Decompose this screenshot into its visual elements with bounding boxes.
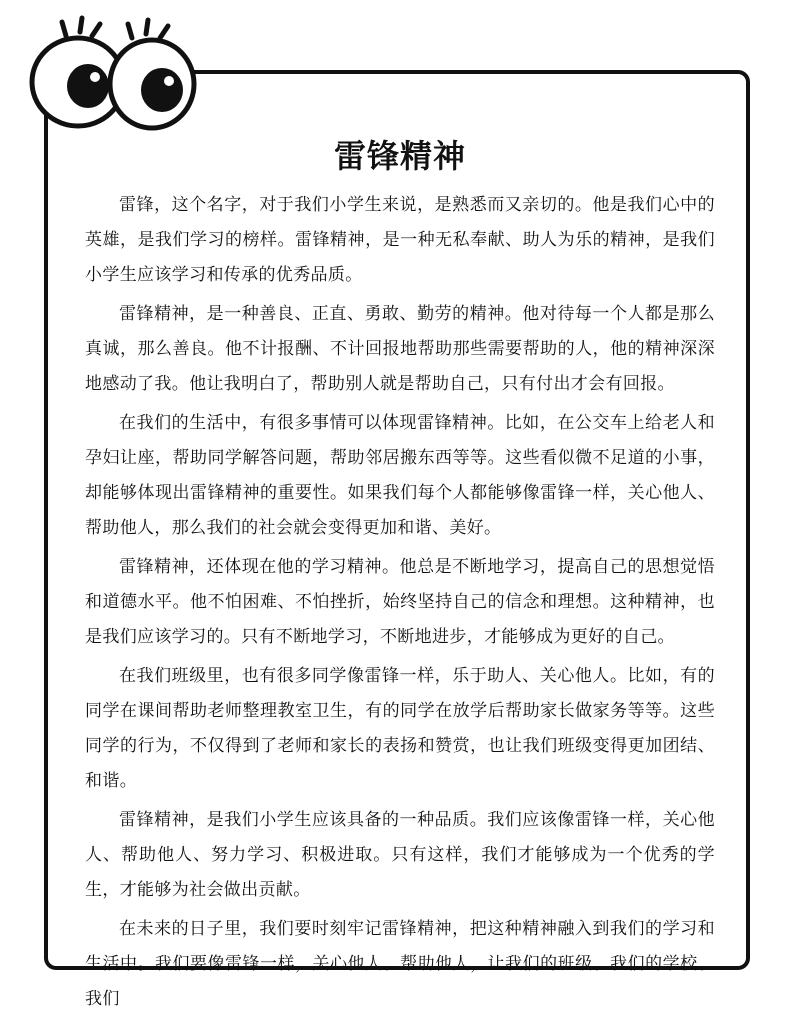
article-body [85, 188, 715, 1021]
paragraph: 雷锋精神，还体现在他的学习精神。他总是不断地学习，提高自己的思想觉悟和道德水平。他不怕困难、不怕挫折，始终坚持自己的信念和理想。这种精神，也是我们应该学习的。只有不断地学习，不断地进步，才能够成为更好的自己。 [85, 557, 715, 647]
paragraph: 在我们班级里，也有很多同学像雷锋一样，乐于助人、关心他人。比如，有的同学在课间帮助老师整理教室卫生，有的同学在放学后帮助家长做家务等等。这些同学的行为，不仅得到了老师和家长的表扬和赞赏，也让我们班级变得更加团结、和谐。 [85, 666, 715, 791]
paragraph: 雷锋精神，是一种善良、正直、勇敢、勤劳的精神。他对待每一个人都是那么真诚，那么善良。他不计报酬、不计回报地帮助那些需要帮助的人，他的精神深深地感动了我。他让我明白了，帮助别人就是帮助自己，只有付出才会有回报。 [85, 304, 715, 394]
paragraph: 雷锋，这个名字，对于我们小学生来说，是熟悉而又亲切的。他是我们心中的英雄，是我们学习的榜样。雷锋精神，是一种无私奉献、助人为乐的精神，是我们小学生应该学习和传承的优秀品质。 [85, 195, 715, 285]
paragraph: 在我们的生活中，有很多事情可以体现雷锋精神。比如，在公交车上给老人和孕妇让座，帮助同学解答问题，帮助邻居搬东西等等。这些看似微不足道的小事，却能够体现出雷锋精神的重要性。如果我们每个人都能够像雷锋一样，关心他人、帮助他人，那么我们的社会就会变得更加和谐、美好。 [85, 413, 715, 538]
page-title: 雷锋精神 [333, 137, 466, 175]
paragraph: 雷锋精神，是我们小学生应该具备的一种品质。我们应该像雷锋一样，关心他人、帮助他人、努力学习、积极进取。只有这样，我们才能够成为一个优秀的学生，才能够为社会做出贡献。 [85, 810, 715, 900]
cartoon-eyes-icon [20, 14, 210, 134]
paragraph: 在未来的日子里，我们要时刻牢记雷锋精神，把这种精神融入到我们的学习和生活中。我们要像雷锋一样，关心他人、帮助他人，让我们的班级、我们的学校、我们 [85, 919, 715, 1009]
